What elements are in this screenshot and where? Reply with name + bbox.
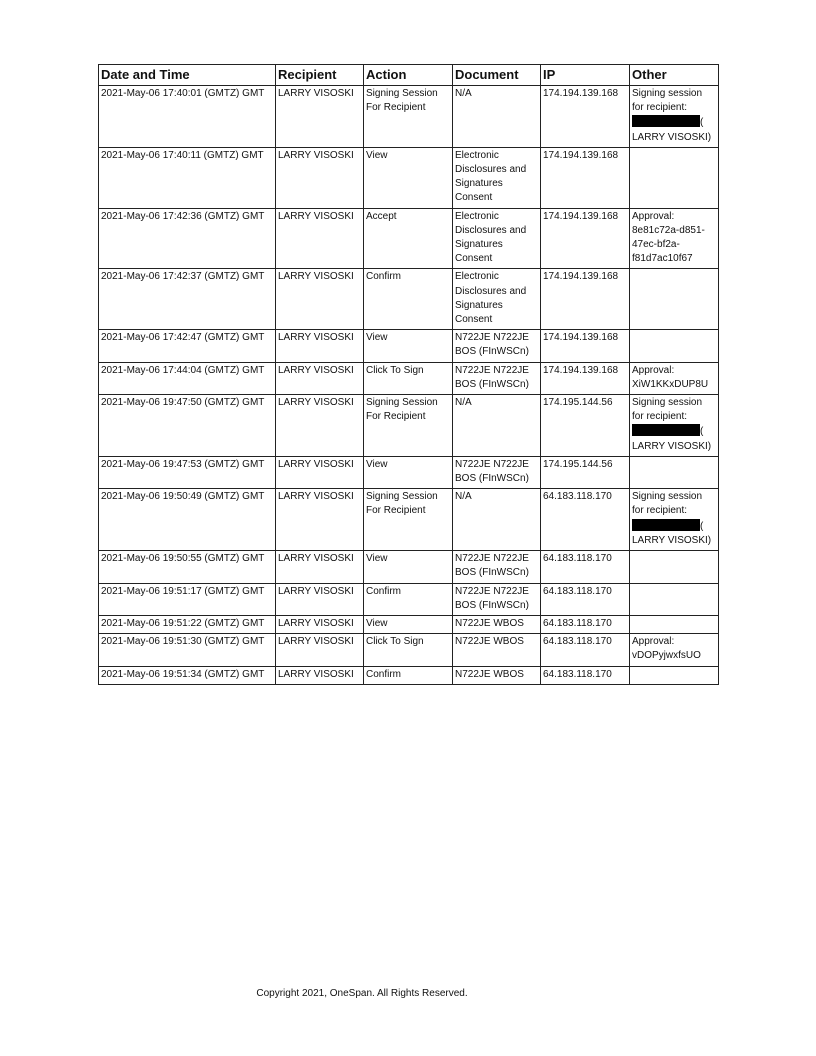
cell-ip: 174.194.139.168	[541, 147, 630, 208]
column-header-date-and-time: Date and Time	[99, 65, 276, 86]
cell-other	[630, 362, 719, 394]
table-row	[99, 362, 719, 394]
cell-ip: 64.183.118.170	[541, 583, 630, 615]
redacted-email-block	[632, 115, 700, 127]
cell-document: Electronic Disclosures and Signatures Consent	[453, 208, 541, 269]
table-row	[99, 634, 719, 666]
cell-action: Click To Sign	[364, 362, 453, 394]
cell-document: N722JE WBOS	[453, 634, 541, 666]
other-text: Signing session for recipient:	[632, 88, 703, 114]
column-header-ip: IP	[541, 65, 630, 86]
cell-recipient: LARRY VISOSKI	[276, 362, 364, 394]
table-row	[99, 489, 719, 551]
cell-recipient: LARRY VISOSKI	[276, 551, 364, 583]
cell-action: Signing Session For Recipient	[364, 86, 453, 148]
cell-document: N/A	[453, 395, 541, 457]
cell-other	[630, 86, 719, 148]
cell-action: Confirm	[364, 583, 453, 615]
table-row	[99, 583, 719, 615]
cell-ip: 64.183.118.170	[541, 615, 630, 633]
cell-other	[630, 583, 719, 615]
cell-ip: 64.183.118.170	[541, 634, 630, 666]
cell-ip: 174.194.139.168	[541, 362, 630, 394]
cell-date-time: 2021-May-06 19:47:53 (GMTZ) GMT	[99, 456, 276, 488]
cell-other	[630, 269, 719, 330]
copyright-text: Copyright 2021, OneSpan. All Rights Reserved.	[256, 988, 468, 999]
cell-other	[630, 330, 719, 362]
cell-ip: 174.195.144.56	[541, 456, 630, 488]
cell-date-time: 2021-May-06 19:51:22 (GMTZ) GMT	[99, 615, 276, 633]
cell-ip: 174.194.139.168	[541, 208, 630, 269]
cell-other	[630, 615, 719, 633]
cell-action: View	[364, 456, 453, 488]
table-row	[99, 666, 719, 684]
table-body	[99, 86, 719, 685]
cell-document: N722JE N722JE BOS (FInWSCn)	[453, 583, 541, 615]
cell-document: N722JE N722JE BOS (FInWSCn)	[453, 330, 541, 362]
other-text: Approval: 8e81c72a-d851-47ec-bf2a-f81d7ac10f67	[632, 210, 705, 265]
table-row	[99, 208, 719, 269]
cell-action: View	[364, 615, 453, 633]
cell-other	[630, 634, 719, 666]
cell-action: View	[364, 330, 453, 362]
table-header-row	[99, 65, 719, 86]
cell-recipient: LARRY VISOSKI	[276, 489, 364, 551]
cell-date-time: 2021-May-06 19:47:50 (GMTZ) GMT	[99, 395, 276, 457]
table-row	[99, 147, 719, 208]
cell-document: N722JE N722JE BOS (FInWSCn)	[453, 456, 541, 488]
cell-date-time: 2021-May-06 19:50:49 (GMTZ) GMT	[99, 489, 276, 551]
cell-date-time: 2021-May-06 17:42:36 (GMTZ) GMT	[99, 208, 276, 269]
cell-date-time: 2021-May-06 19:51:30 (GMTZ) GMT	[99, 634, 276, 666]
audit-trail-table	[98, 64, 719, 685]
other-recipient-name: ( LARRY VISOSKI)	[632, 520, 712, 546]
column-header-action: Action	[364, 65, 453, 86]
cell-other	[630, 666, 719, 684]
cell-action: View	[364, 147, 453, 208]
other-recipient-name: ( LARRY VISOSKI)	[632, 426, 712, 452]
other-text: Signing session for recipient:	[632, 491, 703, 517]
cell-action: View	[364, 551, 453, 583]
column-header-document: Document	[453, 65, 541, 86]
cell-ip: 64.183.118.170	[541, 489, 630, 551]
cell-document: Electronic Disclosures and Signatures Consent	[453, 147, 541, 208]
cell-document: N722JE N722JE BOS (FInWSCn)	[453, 551, 541, 583]
cell-ip: 174.195.144.56	[541, 395, 630, 457]
cell-recipient: LARRY VISOSKI	[276, 330, 364, 362]
cell-document: Electronic Disclosures and Signatures Consent	[453, 269, 541, 330]
cell-date-time: 2021-May-06 17:44:04 (GMTZ) GMT	[99, 362, 276, 394]
cell-other	[630, 456, 719, 488]
redacted-email-block	[632, 424, 700, 436]
cell-document: N722JE WBOS	[453, 666, 541, 684]
cell-recipient: LARRY VISOSKI	[276, 395, 364, 457]
cell-recipient: LARRY VISOSKI	[276, 666, 364, 684]
table-row	[99, 269, 719, 330]
other-text: Approval: vDOPyjwxfsUO	[632, 636, 701, 662]
other-text: Approval: XiW1KKxDUP8U	[632, 364, 709, 390]
redacted-email-block	[632, 519, 700, 531]
cell-ip: 64.183.118.170	[541, 551, 630, 583]
cell-ip: 174.194.139.168	[541, 330, 630, 362]
cell-action: Accept	[364, 208, 453, 269]
other-recipient-name: ( LARRY VISOSKI)	[632, 117, 712, 143]
cell-action: Signing Session For Recipient	[364, 395, 453, 457]
table-row	[99, 615, 719, 633]
cell-other	[630, 208, 719, 269]
cell-document: N/A	[453, 86, 541, 148]
cell-document: N722JE WBOS	[453, 615, 541, 633]
cell-other	[630, 551, 719, 583]
cell-action: Click To Sign	[364, 634, 453, 666]
cell-ip: 64.183.118.170	[541, 666, 630, 684]
cell-other	[630, 395, 719, 457]
cell-recipient: LARRY VISOSKI	[276, 269, 364, 330]
table-row	[99, 456, 719, 488]
cell-recipient: LARRY VISOSKI	[276, 208, 364, 269]
cell-date-time: 2021-May-06 19:50:55 (GMTZ) GMT	[99, 551, 276, 583]
cell-action: Confirm	[364, 269, 453, 330]
cell-date-time: 2021-May-06 17:40:01 (GMTZ) GMT	[99, 86, 276, 148]
cell-recipient: LARRY VISOSKI	[276, 456, 364, 488]
cell-other	[630, 489, 719, 551]
cell-recipient: LARRY VISOSKI	[276, 583, 364, 615]
page-footer	[0, 988, 816, 999]
column-header-recipient: Recipient	[276, 65, 364, 86]
table-row	[99, 551, 719, 583]
other-text: Signing session for recipient:	[632, 397, 703, 423]
cell-action: Confirm	[364, 666, 453, 684]
cell-date-time: 2021-May-06 17:40:11 (GMTZ) GMT	[99, 147, 276, 208]
cell-recipient: LARRY VISOSKI	[276, 147, 364, 208]
cell-document: N722JE N722JE BOS (FInWSCn)	[453, 362, 541, 394]
cell-recipient: LARRY VISOSKI	[276, 86, 364, 148]
cell-action: Signing Session For Recipient	[364, 489, 453, 551]
column-header-other: Other	[630, 65, 719, 86]
table-row	[99, 330, 719, 362]
cell-date-time: 2021-May-06 19:51:34 (GMTZ) GMT	[99, 666, 276, 684]
cell-date-time: 2021-May-06 17:42:37 (GMTZ) GMT	[99, 269, 276, 330]
table-row	[99, 395, 719, 457]
table-row	[99, 86, 719, 148]
cell-date-time: 2021-May-06 17:42:47 (GMTZ) GMT	[99, 330, 276, 362]
cell-recipient: LARRY VISOSKI	[276, 634, 364, 666]
cell-recipient: LARRY VISOSKI	[276, 615, 364, 633]
cell-document: N/A	[453, 489, 541, 551]
cell-other	[630, 147, 719, 208]
cell-ip: 174.194.139.168	[541, 269, 630, 330]
cell-date-time: 2021-May-06 19:51:17 (GMTZ) GMT	[99, 583, 276, 615]
cell-ip: 174.194.139.168	[541, 86, 630, 148]
